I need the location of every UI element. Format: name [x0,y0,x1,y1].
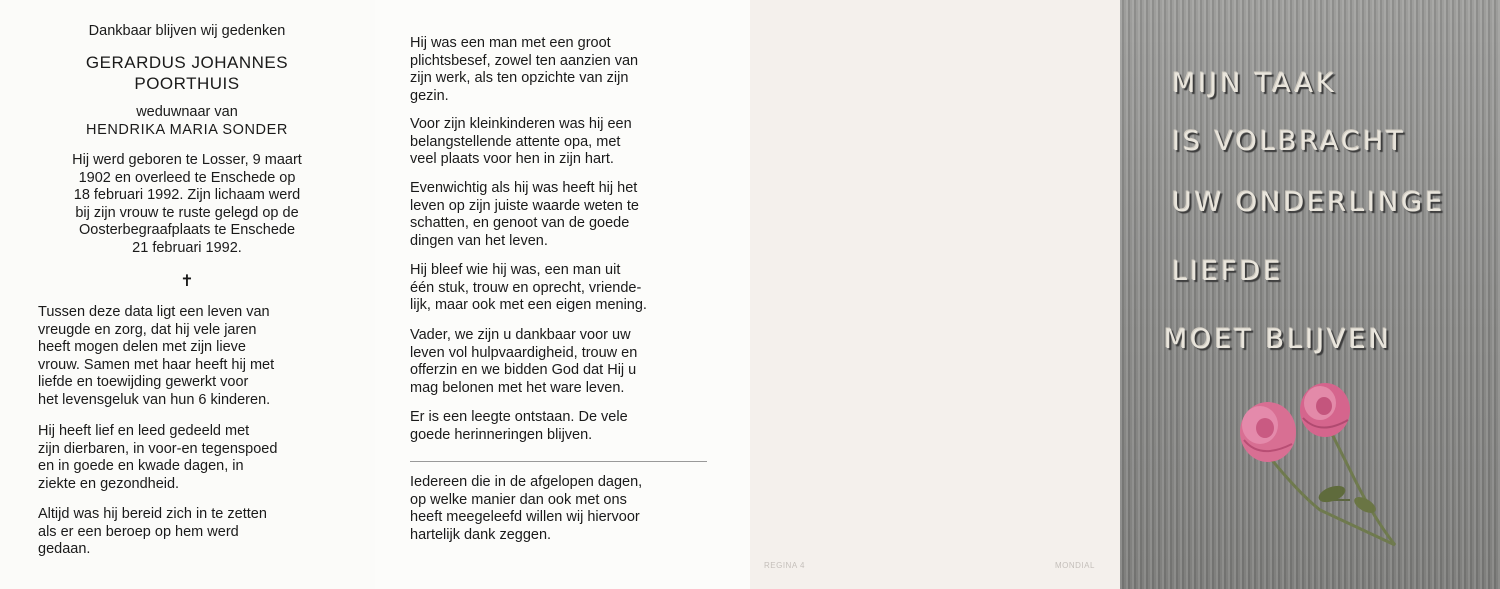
deceased-name-line-2: POORTHUIS [134,74,240,93]
paragraph [410,409,706,444]
text-line: lijk, maar ook met een eigen mening. [410,297,647,313]
verse-line: UW ONDERLINGE [1172,187,1446,218]
thanks-paragraph [410,474,706,544]
paragraph [38,423,336,493]
biography [38,152,336,257]
verse-line: LIEFDE [1172,256,1284,287]
text-line: goede herinneringen blijven. [410,426,593,443]
bio-line: 1902 en overleed te Enschede op [78,169,296,186]
widower-text: weduwnaar van [136,104,238,120]
text-line: Voor zijn kleinkinderen was hij een [410,116,632,132]
text-line: plichtsbesef, zowel ten aanzien van [410,52,639,69]
text-line: als er een beroep op hem werd [38,523,239,540]
paragraph [410,262,706,315]
card-back-blank [750,0,1120,589]
text-line: leven op zijn juiste waarde weten te [410,197,639,214]
card-page-left [0,0,375,589]
cross-icon: ✝ [180,273,194,290]
verse-line: IS VOLBRACHT [1172,126,1406,157]
bio-line: Hij werd geboren te Losser, 9 maart [72,152,302,168]
paragraph [38,304,336,409]
text-line: Tussen deze data ligt een leven van [38,304,270,320]
bio-line: 21 februari 1992. [132,239,242,256]
verse-line: MOET BLIJVEN [1164,324,1392,355]
text-line: Vader, we zijn u dankbaar voor uw [410,327,631,343]
bio-line: 18 februari 1992. Zijn lichaam werd [73,187,301,203]
text-line: mag belonen met het ware leven. [410,379,625,396]
text-line: leven vol hulpvaardigheid, trouw en [410,344,638,361]
text-line: Hij heeft lief en leed gedeeld met [38,423,250,439]
text-line: Altijd was hij bereid zich in te zetten [38,506,267,522]
paragraph [410,327,706,397]
intro-text: Dankbaar blijven wij gedenken [88,23,286,39]
text-line: vreugde en zorg, dat hij vele jaren [38,321,257,338]
text-line: schatten, en genoot van de goede [410,215,630,231]
text-line: zijn dierbaren, in voor-en tegenspoed [38,440,278,457]
text-line: Evenwichtig als hij was heeft hij het [410,180,638,196]
text-line: Iedereen die in de afgelopen dagen, [410,474,643,490]
deceased-name-line-1: GERARDUS JOHANNES [85,53,289,72]
bio-line: Oosterbegraafplaats te Enschede [78,222,296,238]
text-line: één stuk, trouw en oprecht, vriende- [410,279,642,296]
roses-illustration [1120,0,1500,589]
text-line: gezin. [410,87,449,104]
printer-mark-right: MONDIAL [1055,561,1095,570]
text-line: belangstellende attente opa, met [410,133,621,150]
text-line: veel plaats voor hen in zijn hart. [410,151,614,167]
text-line: Hij bleef wie hij was, een man uit [410,262,621,278]
bio-line: bij zijn vrouw te ruste gelegd op de [75,204,299,221]
paragraph [410,116,706,169]
text-line: en in goede en kwade dagen, in [38,458,244,474]
spouse-name: HENDRIKA MARIA SONDER [86,122,288,138]
printer-mark-left: REGINA 4 [764,561,805,570]
text-line: zijn werk, als ten opzichte van zijn [410,70,629,86]
paragraph [410,35,706,105]
text-line: heeft meegeleefd willen wij hiervoor [410,509,640,525]
text-line: het levensgeluk van hun 6 kinderen. [38,391,271,408]
text-line: heeft mogen delen met zijn lieve [38,339,246,355]
paragraph [38,506,336,559]
text-line: Er is een leegte ontstaan. De vele [410,409,628,425]
text-line: gedaan. [38,541,91,557]
text-line: hartelijk dank zeggen. [410,526,552,543]
divider [410,461,707,462]
text-line: op welke manier dan ook met ons [410,491,627,508]
text-line: Hij was een man met een groot [410,35,611,51]
text-line: dingen van het leven. [410,232,548,249]
text-line: liefde en toewijding gewerkt voor [38,374,249,390]
text-line: vrouw. Samen met haar heeft hij met [38,356,275,373]
verse-line: MIJN TAAK [1172,68,1337,99]
text-line: ziekte en gezondheid. [38,475,180,492]
text-line: offerzin en we bidden God dat Hij u [410,362,637,378]
card-page-middle [375,0,750,589]
paragraph [410,180,706,250]
card-front-image [1120,0,1500,589]
